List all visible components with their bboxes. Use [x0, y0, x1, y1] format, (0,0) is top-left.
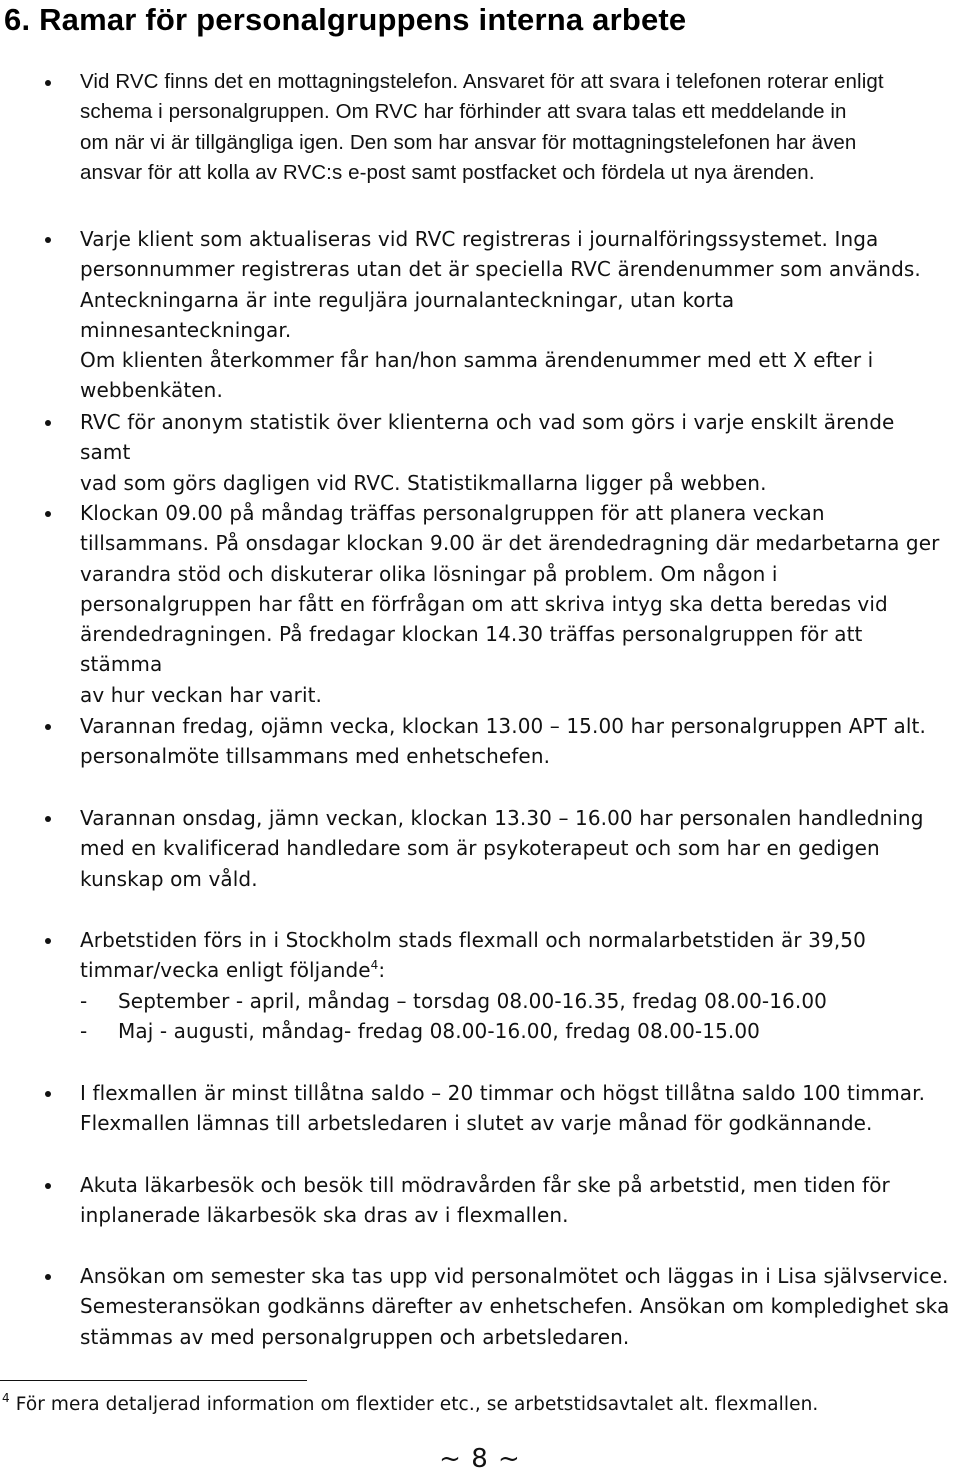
footnote-marker: 4 — [2, 1391, 10, 1405]
sub-list-item-text: Maj - augusti, måndag- fredag 08.00-16.00, fredag 08.00-15.00 — [118, 1019, 761, 1044]
text-line: kunskap om våld. — [80, 866, 258, 891]
text-line: vad som görs dagligen vid RVC. Statistikmallarna ligger på webben. — [80, 470, 767, 495]
bullet-icon — [45, 1091, 51, 1097]
bullet-icon — [45, 816, 51, 822]
text-line: I flexmallen är minst tillåtna saldo – 20 timmar och högst tillåtna saldo 100 timmar. — [80, 1081, 926, 1105]
dash-marker: - — [80, 989, 88, 1013]
list-item-text — [80, 1078, 950, 1139]
sub-list-item — [80, 986, 950, 1016]
footnote-reference[interactable]: 4 — [370, 958, 379, 973]
text-line: inplanerade läkarbesök ska dras av i flexmallen. — [80, 1203, 569, 1228]
text-line: schema i personalgruppen. Om RVC har förhinder att svara talas ett meddelande in — [80, 100, 847, 124]
text-line: Flexmallen lämnas till arbetsledaren i slutet av varje månad för godkännande. — [80, 1111, 873, 1136]
text-line: varandra stöd och diskuterar olika lösningar på problem. Om någon i — [80, 561, 778, 586]
list-item-text — [80, 67, 950, 188]
text-line: med en kvalificerad handledare som är psykoterapeut och som har en gedigen — [80, 836, 880, 861]
text-line: personnummer registreras utan det är speciella RVC ärendenummer som används. — [80, 257, 921, 282]
text-line: ärendedragningen. På fredagar klockan 14.30 träffas personalgruppen för att stämma — [80, 622, 863, 677]
sub-list-item-text: September - april, måndag – torsdag 08.00-16.35, fredag 08.00-16.00 — [118, 989, 827, 1013]
sub-list-item — [80, 1016, 950, 1046]
section-heading: 6. Ramar för personalgruppens interna arbete — [4, 2, 687, 37]
list-item-text — [80, 224, 950, 406]
text-line: Varannan onsdag, jämn veckan, klockan 13.30 – 16.00 har personalen handledning — [80, 806, 924, 830]
text-line: personalgruppen har fått en förfrågan om att skriva intyg ska detta beredas vid — [80, 591, 888, 616]
sub-list — [80, 986, 950, 1047]
footnote-text: För mera detaljerad information om flextider etc., se arbetstidsavtalet alt. flexmallen. — [15, 1394, 819, 1415]
text-line: Anteckningarna är inte reguljära journalanteckningar, utan korta minnesanteckningar. — [80, 287, 735, 342]
footnote-separator — [0, 1380, 307, 1381]
bullet-icon — [45, 1274, 51, 1280]
list-item-text — [80, 1261, 950, 1352]
footnote — [2, 1392, 818, 1418]
text-line: webbenkäten. — [80, 378, 223, 403]
text-line: stämmas av med personalgruppen och arbetsledaren. — [80, 1324, 630, 1349]
text-line: Arbetstiden förs in i Stockholm stads flexmall och normalarbetstiden är 39,50 — [80, 928, 866, 952]
text-line: om när vi är tillgängliga igen. Den som har ansvar för mottagningstelefonen har även — [80, 130, 857, 154]
text-fragment: : — [378, 958, 386, 983]
page-number: ~ 8 ~ — [439, 1444, 521, 1474]
bullet-icon — [45, 80, 51, 86]
bullet-icon — [45, 1183, 51, 1189]
text-line: Om klienten återkommer får han/hon samma ärendenummer med ett X efter i — [80, 348, 874, 373]
text-line: Varje klient som aktualiseras vid RVC registreras i journalföringssystemet. Inga — [80, 227, 879, 251]
bullet-icon — [45, 511, 51, 517]
text-line: RVC för anonym statistik över klienterna och vad som görs i varje enskilt ärende samt — [80, 410, 895, 465]
bullet-icon — [45, 724, 51, 730]
bullet-icon — [45, 420, 51, 426]
list-item-text — [80, 407, 950, 498]
dash-marker: - — [80, 1019, 88, 1044]
text-line — [80, 955, 950, 985]
list-item-text — [80, 925, 950, 986]
text-line: Ansökan om semester ska tas upp vid personalmötet och läggas in i Lisa självservice. — [80, 1264, 949, 1288]
text-line: Vid RVC finns det en mottagningstelefon. Ansvaret för att svara i telefonen roterar enligt — [80, 70, 884, 93]
list-item-text — [80, 803, 950, 894]
text-line: Semesteransökan godkänns därefter av enhetschefen. Ansökan om kompledighet ska — [80, 1294, 950, 1319]
bullet-icon — [45, 237, 51, 243]
text-line: ansvar för att kolla av RVC:s e-post samt postfacket och fördela ut nya ärenden. — [80, 160, 815, 184]
text-line: Varannan fredag, ojämn vecka, klockan 13.00 – 15.00 har personalgruppen APT alt. — [80, 714, 926, 738]
list-item-text — [80, 711, 950, 772]
text-line: av hur veckan har varit. — [80, 682, 323, 707]
text-line: personalmöte tillsammans med enhetschefen. — [80, 744, 551, 769]
text-line: Klockan 09.00 på måndag träffas personalgruppen för att planera veckan — [80, 501, 825, 525]
bullet-icon — [45, 938, 51, 944]
text-fragment: timmar/vecka enligt följande — [80, 958, 371, 983]
text-line: tillsammans. På onsdagar klockan 9.00 är det ärendedragning där medarbetarna ger — [80, 531, 940, 556]
list-item-text — [80, 1170, 950, 1231]
text-line: Akuta läkarbesök och besök till mödravården får ske på arbetstid, men tiden för — [80, 1173, 890, 1197]
list-item-text — [80, 498, 950, 710]
